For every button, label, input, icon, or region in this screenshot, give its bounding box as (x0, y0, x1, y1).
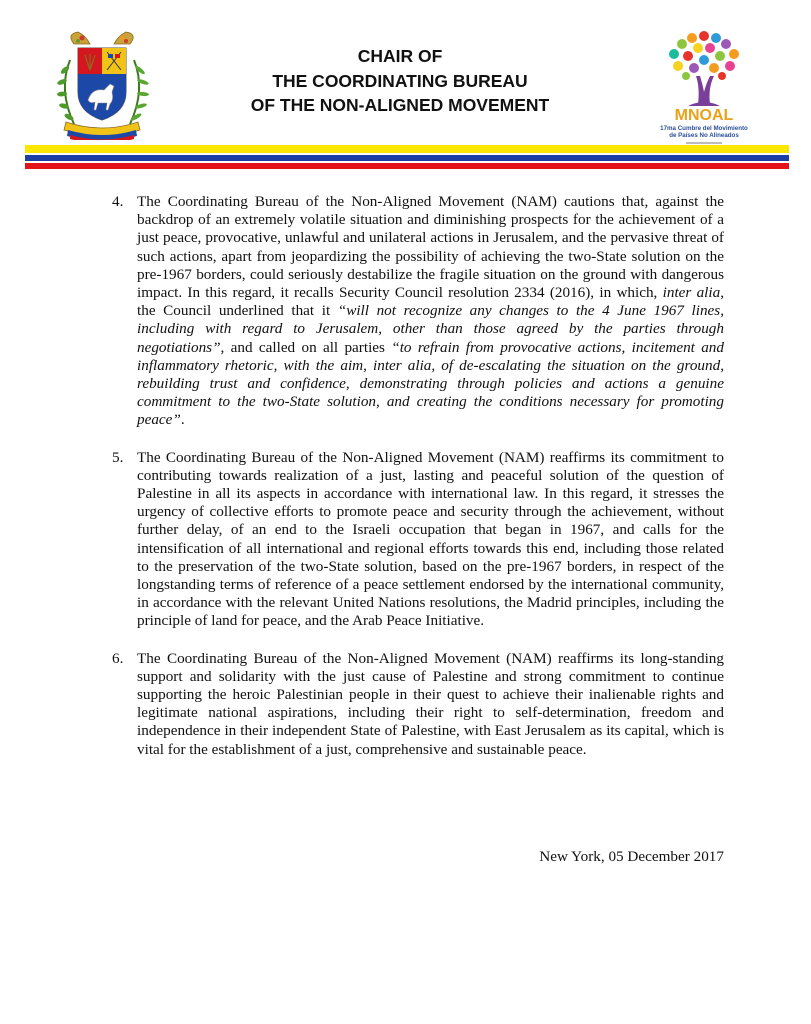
heading-line-1: CHAIR OF (357, 46, 443, 66)
paragraph-number: 4. (112, 193, 124, 210)
dateline: New York, 05 December 2017 (539, 848, 724, 865)
text-segment: , and called on all parties (220, 338, 392, 356)
paragraph-number: 5. (112, 448, 124, 466)
italic-quote: “will not recognize any changes to the 4 June 1967 lines, including with regard to Jerusalem, other than those agreed by the parties through negotiations” (137, 302, 724, 356)
paragraph-6 (112, 650, 724, 759)
letterhead (0, 0, 811, 175)
text-segment: The Coordinating Bureau of the Non-Aligned Movement (NAM) reaffirms its long-standing support and solidarity with the just cause of Palestine and strong commitment to continue supporting the heroic Palestinian people in their quest to achieve their inalienable rights and legitimate national aspirations, including their right to self-determination, freedom and independence in their independent State of Palestine, with East Jerusalem as its capital, which is vital for the establishment of a just, comprehensive and sustainable peace. (137, 649, 724, 758)
paragraph-5 (112, 449, 724, 631)
mnoal-wordmark: MNOAL (674, 107, 734, 124)
document-body (112, 193, 724, 778)
paragraph-text (137, 449, 724, 631)
paragraph-text (137, 193, 724, 430)
venezuela-coat-of-arms-icon (52, 30, 152, 140)
mnoal-caption-line-2: de Países No Alineados (669, 132, 739, 139)
text-segment: , the Council underlined that it (137, 284, 724, 320)
text-segment: The Coordinating Bureau of the Non-Aligned Movement (NAM) cautions that, against the backdrop of an extremely volatile situation and diminishing prospects for the achievement of a just peace, provocative, unlawful and unilateral actions in Jerusalem, and the pervasive threat of such actions, apart from jeopardizing the possibility of achieving the two-State solution on the pre-1967 borders, could seriously destabilize the fragile situation on the ground with dangerous impact. In this regard, it recalls Security Council resolution 2334 (2016), in which, (137, 193, 724, 302)
heading-line-3: OF THE NON-ALIGNED MOVEMENT (250, 95, 550, 115)
italic-segment: inter alia (662, 284, 721, 302)
mnoal-tree-logo-icon (650, 26, 758, 152)
blue-stripe (25, 155, 789, 161)
italic-quote: “to refrain from provocative actions, incitement and inflammatory rhetoric, with the aim, inter alia, of de-escalating the situation on the ground, rebuilding trust and confidence, demonstrating through policies and actions a genuine commitment to the two-State solution, and creating the conditions necessary for promoting peace” (137, 338, 724, 429)
text-segment: . (180, 411, 185, 429)
flag-color-stripes (25, 145, 789, 171)
red-stripe (25, 163, 789, 169)
mnoal-caption-line-1: 17ma Cumbre del Movimiento (660, 125, 748, 132)
document-heading (200, 44, 600, 118)
paragraph-number: 6. (112, 649, 124, 667)
heading-line-2: THE COORDINATING BUREAU (272, 70, 528, 91)
yellow-stripe (25, 145, 789, 153)
paragraph-4 (112, 193, 724, 430)
text-segment: The Coordinating Bureau of the Non-Aligned Movement (NAM) reaffirms its commitment to contributing towards realization of a just, lasting and peaceful solution of the question of Palestine in all its aspects in accordance with international law. In this regard, it stresses the urgency of collective efforts to promote peace and security through the achievement, without further delay, of an end to the Israeli occupation that began in 1967, and calls for the intensification of all international and regional efforts towards this end, including those related to the preservation of the two-State solution, based on the pre-1967 borders, in respect of the longstanding terms of reference of a peace settlement endorsed by the international community, in accordance with the relevant United Nations resolutions, the Madrid principles, including the principle of land for peace, and the Arab Peace Initiative. (137, 448, 724, 630)
paragraph-text (137, 650, 724, 759)
